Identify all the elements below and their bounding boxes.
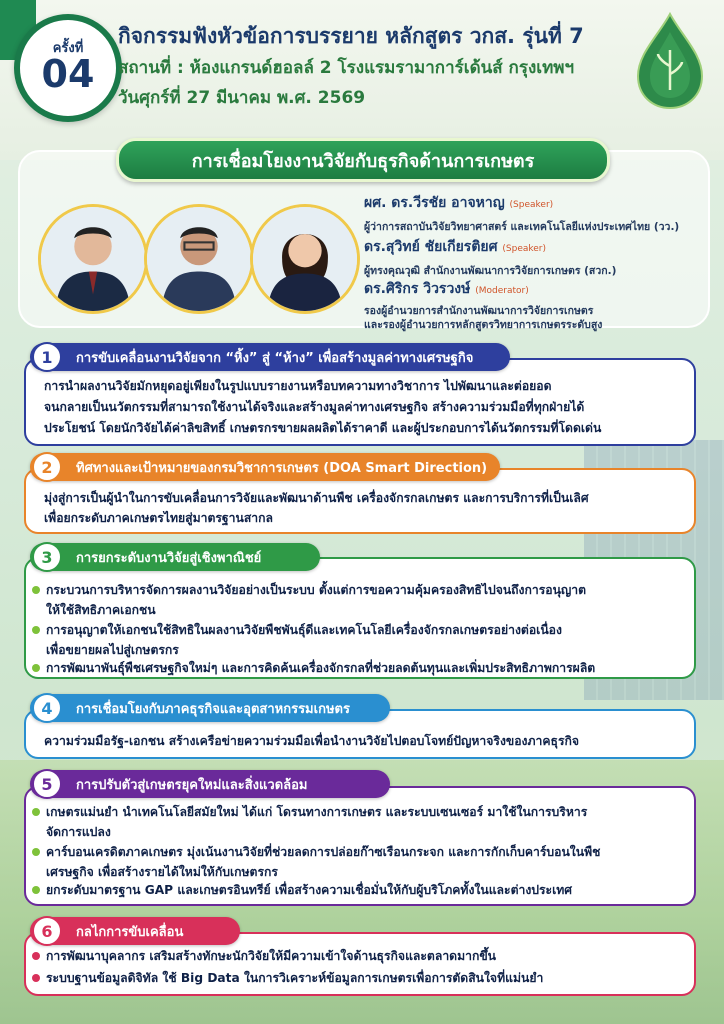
section-6-number: 6 (32, 916, 62, 946)
episode-label: ครั้งที่ (52, 40, 84, 56)
section-2-line-1: มุ่งสู่การเป็นผู้นำในการขับเคลื่อนการวิจัยและพัฒนาด้านพืช เครื่องจักรกลเกษตร และการบริการที่เป็นเลิศ (44, 491, 589, 505)
section-5-heading: การปรับตัวสู่เกษตรยุคใหม่และสิ่งแวดล้อม (30, 770, 390, 798)
bullet-dot-icon (32, 626, 40, 634)
bullet-dot-icon (32, 952, 40, 960)
speaker-3-title-line-2: และรองผู้อำนวยการหลักสูตรวิทยาการเกษตรระดับสูง (364, 319, 603, 331)
page-title: กิจกรรมฟังหัวข้อการบรรยาย หลักสูตร วกส. รุ่นที่ 7 (118, 24, 584, 48)
bullet-dot-icon (32, 808, 40, 816)
section-5-bullet-1-line-2: จัดการแปลง (46, 825, 111, 839)
section-1-line-2: จนกลายเป็นนวัตกรรมที่สามารถใช้งานได้จริงและสร้างมูลค่าทางเศรษฐกิจ สร้างความร่วมมือที่ทุกฝ่ายได้ (44, 400, 585, 414)
section-3-bullet-2-line-2: เพื่อขยายผลไปสู่เกษตรกร (46, 643, 179, 657)
bullet-dot-icon (32, 664, 40, 672)
section-5-bullet-2-line-2: เศรษฐกิจ เพื่อสร้างรายได้ใหม่ให้กับเกษตรกร (46, 865, 278, 879)
section-1-number: 1 (32, 342, 62, 372)
section-6-bullet-1-line-1: การพัฒนาบุคลากร เสริมสร้างทักษะนักวิจัยให้มีความเข้าใจด้านธุรกิจและตลาดมากขึ้น (46, 949, 496, 963)
speaker-photo-2 (144, 204, 254, 314)
speaker-2-role: (Speaker) (502, 244, 547, 254)
section-5-bullet-2 (32, 842, 682, 882)
bullet-dot-icon (32, 586, 40, 594)
speaker-3-title-line-1: รองผู้อำนวยการสำนักงานพัฒนาการวิจัยการเกษตร (364, 305, 594, 317)
section-3-bullet-1-line-2: ให้ใช้สิทธิภาคเอกชน (46, 603, 156, 617)
venue-text: สถานที่ : ห้องแกรนด์ฮอลล์ 2 โรงแรมรามาการ์เด้นส์ กรุงเทพฯ (118, 58, 575, 78)
speaker-1-name (364, 192, 553, 214)
section-2-line-2: เพื่อยกระดับภาคเกษตรไทยสู่มาตรฐานสากล (44, 511, 273, 525)
speaker-2-title: ผู้ทรงคุณวุฒิ สำนักงานพัฒนาการวิจัยการเกษตร (สวก.) (364, 265, 617, 277)
bullet-dot-icon (32, 974, 40, 982)
section-3-bullet-2 (32, 620, 682, 660)
speaker-photo-1 (38, 204, 148, 314)
section-3-bullet-1-line-1: กระบวนการบริหารจัดการผลงานวิจัยอย่างเป็นระบบ ตั้งแต่การขอความคุ้มครองสิทธิไปจนถึงการอนุญาต (46, 583, 587, 597)
section-2-heading: ทิศทางและเป้าหมายของกรมวิชาการเกษตร (DOA Smart Direction) (30, 453, 500, 481)
section-1-line-3: ประโยชน์ โดยนักวิจัยได้ค่าลิขสิทธิ์ เกษตรกรขายผลผลิตได้ราคาดี และผู้ประกอบการได้นวัตกรรมที่โดดเด่น (44, 421, 602, 435)
bullet-dot-icon (32, 886, 40, 894)
section-3-bullet-2-line-1: การอนุญาตให้เอกชนใช้สิทธิในผลงานวิจัยพืชพันธุ์ดีและเทคโนโลยีเครื่องจักรกลเกษตรอย่างต่อเนื่อง (46, 623, 562, 637)
speaker-2-name-text: ดร.สุวิทย์ ชัยเกียรติยศ (364, 239, 498, 255)
speaker-1-title: ผู้ว่าการสถาบันวิจัยวิทยาศาสตร์ และเทคโนโลยีแห่งประเทศไทย (วว.) (364, 221, 680, 233)
bullet-dot-icon (32, 848, 40, 856)
episode-badge (14, 14, 122, 122)
section-4-number: 4 (32, 693, 62, 723)
section-3-bullet-3-line-1: การพัฒนาพันธุ์พืชเศรษฐกิจใหม่ๆ และการคิดค้นเครื่องจักรกลที่ช่วยลดต้นทุนและเพิ่มประสิทธิภาพการผลิต (46, 661, 596, 675)
section-4-heading: การเชื่อมโยงกับภาคธุรกิจและอุตสาหกรรมเกษตร (30, 694, 390, 722)
section-1-line-1: การนำผลงานวิจัยมักหยุดอยู่เพียงในรูปแบบรายงานหรือบทความทางวิชาการ ไปพัฒนาและต่อยอด (44, 379, 552, 393)
section-2-number: 2 (32, 452, 62, 482)
section-5-bullet-2-line-1: คาร์บอนเครดิตภาคเกษตร มุ่งเน้นงานวิจัยที่ช่วยลดการปล่อยก๊าซเรือนกระจก และการกักเก็บคาร์บอนในพืช (46, 845, 601, 859)
section-3-bullet-3 (32, 658, 682, 678)
speaker-1-name-text: ผศ. ดร.วีรชัย อาจหาญ (364, 195, 505, 211)
section-5-bullet-1 (32, 802, 682, 842)
section-5-bullet-3 (32, 880, 682, 900)
speaker-photo-3 (250, 204, 360, 314)
speaker-1-role: (Speaker) (509, 200, 554, 210)
section-6-bullet-2 (32, 968, 682, 988)
section-6-bullet-1 (32, 946, 682, 966)
section-5-number: 5 (32, 769, 62, 799)
section-3-number: 3 (32, 542, 62, 572)
section-3-bullet-1 (32, 580, 682, 620)
section-4-line-1: ความร่วมมือรัฐ-เอกชน สร้างเครือข่ายความร่วมมือเพื่อนำงานวิจัยไปตอบโจทย์ปัญหาจริงของภาคธุรกิจ (44, 734, 580, 748)
section-6-bullet-2-line-1: ระบบฐานข้อมูลดิจิทัล ใช้ Big Data ในการวิเคราะห์ข้อมูลการเกษตรเพื่อการตัดสินใจที่แม่นยำ (46, 971, 544, 985)
date-text: วันศุกร์ที่ 27 มีนาคม พ.ศ. 2569 (118, 88, 366, 108)
speaker-3-name (364, 278, 529, 300)
topic-banner: การเชื่อมโยงงานวิจัยกับธุรกิจด้านการเกษตร (116, 138, 610, 182)
speaker-3-role: (Moderator) (475, 286, 529, 296)
speaker-3-name-text: ดร.ศิริกร วิวรวงษ์ (364, 281, 471, 297)
section-5-bullet-3-line-1: ยกระดับมาตรฐาน GAP และเกษตรอินทรีย์ เพื่อสร้างความเชื่อมั่นให้กับผู้บริโภคทั้งในและต่างประเทศ (46, 883, 573, 897)
episode-number: 04 (41, 51, 95, 96)
section-1-heading: การขับเคลื่อนงานวิจัยจาก “หิ้ง” สู่ “ห้าง” เพื่อสร้างมูลค่าทางเศรษฐกิจ (30, 343, 510, 371)
section-6-heading: กลไกการขับเคลื่อน (30, 917, 240, 945)
organization-logo-drop-icon (628, 10, 712, 110)
section-3-heading: การยกระดับงานวิจัยสู่เชิงพาณิชย์ (30, 543, 320, 571)
section-5-bullet-1-line-1: เกษตรแม่นยำ นำเทคโนโลยีสมัยใหม่ ได้แก่ โดรนทางการเกษตร และระบบเซนเซอร์ มาใช้ในการบริหาร (46, 805, 588, 819)
speaker-2-name (364, 236, 546, 258)
